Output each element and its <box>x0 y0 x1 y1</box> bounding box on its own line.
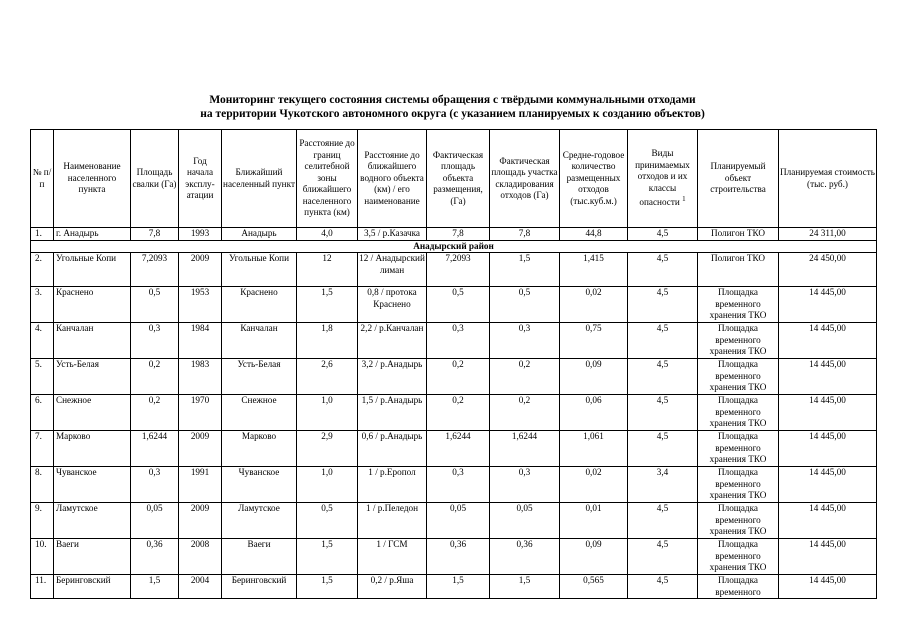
table-row <box>31 503 877 539</box>
cell-dist-settle: 2,9 <box>297 431 358 467</box>
cell-planned: Площадка временного хранения ТКО <box>698 395 779 431</box>
cell-cost: 14 445,00 <box>779 287 877 323</box>
cell-area: 0,2 <box>131 395 179 431</box>
cell-year: 1993 <box>179 228 222 241</box>
cell-waste-types: 4,5 <box>628 539 698 575</box>
cell-fact-area: 0,2 <box>427 395 490 431</box>
cell-dist-water: 0,2 / р.Яша <box>358 575 427 599</box>
cell-dist-settle: 12 <box>297 253 358 287</box>
cell-cost: 14 445,00 <box>779 359 877 395</box>
cell-waste-types: 4,5 <box>628 395 698 431</box>
cell-area: 7,2093 <box>131 253 179 287</box>
cell-fact-area: 0,3 <box>427 467 490 503</box>
cell-waste-types: 4,5 <box>628 431 698 467</box>
cell-dist-settle: 0,5 <box>297 503 358 539</box>
cell-waste-types: 4,5 <box>628 575 698 599</box>
title-line-1: Мониторинг текущего состояния системы обращения с твёрдыми коммунальными отходами <box>209 94 696 106</box>
cell-area: 1,5 <box>131 575 179 599</box>
cell-dist-settle: 1,5 <box>297 539 358 575</box>
cell-avg-amount: 0,01 <box>560 503 628 539</box>
cell-name: Усть-Белая <box>54 359 131 395</box>
cell-dist-settle: 1,5 <box>297 575 358 599</box>
cell-waste-types: 4,5 <box>628 359 698 395</box>
cell-avg-amount: 0,09 <box>560 359 628 395</box>
cell-planned: Площадка временного хранения ТКО <box>698 467 779 503</box>
cell-dist-water: 2,2 / р.Канчалан <box>358 323 427 359</box>
cell-planned: Полигон ТКО <box>698 253 779 287</box>
cell-avg-amount: 44,8 <box>560 228 628 241</box>
cell-nearest: Ваеги <box>222 539 297 575</box>
cell-num: 8. <box>31 467 54 503</box>
cell-area: 1,6244 <box>131 431 179 467</box>
cell-nearest: Марково <box>222 431 297 467</box>
cell-dist-water: 3,5 / р.Казачка <box>358 228 427 241</box>
cell-fact-area: 0,05 <box>427 503 490 539</box>
header-num: № п/п <box>31 130 54 228</box>
cell-planned: Площадка временного хранения ТКО <box>698 323 779 359</box>
cell-planned: Площадка временного <box>698 575 779 599</box>
cell-name: Чуванское <box>54 467 131 503</box>
header-name: Наименование населенного пункта <box>54 130 131 228</box>
cell-dist-water: 1 / ГСМ <box>358 539 427 575</box>
table-row <box>31 431 877 467</box>
cell-year: 1953 <box>179 287 222 323</box>
cell-fact-store: 0,05 <box>490 503 560 539</box>
cell-fact-store: 0,2 <box>490 359 560 395</box>
cell-year: 2009 <box>179 503 222 539</box>
table-row <box>31 287 877 323</box>
cell-fact-store: 1,5 <box>490 575 560 599</box>
cell-cost: 14 445,00 <box>779 575 877 599</box>
cell-dist-settle: 2,6 <box>297 359 358 395</box>
cell-cost: 14 445,00 <box>779 539 877 575</box>
footnote-mark: 1 <box>682 195 686 204</box>
cell-num: 2. <box>31 253 54 287</box>
cell-year: 2004 <box>179 575 222 599</box>
header-dist-water: Расстояние до ближайшего водного объекта (км) / его наименование <box>358 130 427 228</box>
table-row <box>31 539 877 575</box>
header-year: Год начала эксплу-атации <box>179 130 222 228</box>
cell-area: 0,3 <box>131 467 179 503</box>
header-waste-types-text: Виды принимаемых отходов и их классы опасности <box>635 148 690 208</box>
cell-fact-store: 0,5 <box>490 287 560 323</box>
cell-dist-water: 1,5 / р.Анадырь <box>358 395 427 431</box>
cell-fact-area: 0,36 <box>427 539 490 575</box>
header-fact-store: Фактическая площадь участка складирования отходов (Га) <box>490 130 560 228</box>
cell-planned: Площадка временного хранения ТКО <box>698 431 779 467</box>
cell-avg-amount: 0,06 <box>560 395 628 431</box>
cell-cost: 14 445,00 <box>779 467 877 503</box>
cell-cost: 24 450,00 <box>779 253 877 287</box>
table-row <box>31 253 877 287</box>
cell-num: 5. <box>31 359 54 395</box>
table-row <box>31 575 877 599</box>
cell-fact-store: 0,3 <box>490 323 560 359</box>
cell-fact-area: 0,3 <box>427 323 490 359</box>
cell-num: 7. <box>31 431 54 467</box>
table-row <box>31 395 877 431</box>
cell-dist-settle: 1,5 <box>297 287 358 323</box>
cell-dist-water: 1 / р.Пеледон <box>358 503 427 539</box>
cell-nearest: Краснено <box>222 287 297 323</box>
cell-avg-amount: 0,02 <box>560 467 628 503</box>
header-dist-settle: Расстояние до границ селитебной зоны ближайшего населенного пункта (км) <box>297 130 358 228</box>
cell-name: Ламутское <box>54 503 131 539</box>
cell-waste-types: 4,5 <box>628 503 698 539</box>
cell-num: 3. <box>31 287 54 323</box>
cell-fact-area: 1,6244 <box>427 431 490 467</box>
waste-monitoring-table <box>30 129 877 599</box>
cell-fact-area: 1,5 <box>427 575 490 599</box>
cell-nearest: Ламутское <box>222 503 297 539</box>
cell-num: 11. <box>31 575 54 599</box>
cell-num: 4. <box>31 323 54 359</box>
cell-waste-types: 4,5 <box>628 253 698 287</box>
cell-year: 1991 <box>179 467 222 503</box>
cell-nearest: Снежное <box>222 395 297 431</box>
cell-fact-store: 0,36 <box>490 539 560 575</box>
cell-num: 9. <box>31 503 54 539</box>
cell-year: 2008 <box>179 539 222 575</box>
cell-name: г. Анадырь <box>54 228 131 241</box>
cell-fact-store: 7,8 <box>490 228 560 241</box>
cell-dist-settle: 1,0 <box>297 395 358 431</box>
cell-waste-types: 4,5 <box>628 287 698 323</box>
cell-year: 1983 <box>179 359 222 395</box>
cell-name: Марково <box>54 431 131 467</box>
cell-avg-amount: 0,02 <box>560 287 628 323</box>
cell-fact-store: 0,2 <box>490 395 560 431</box>
cell-num: 6. <box>31 395 54 431</box>
cell-planned: Площадка временного хранения ТКО <box>698 359 779 395</box>
document-title <box>0 93 905 121</box>
cell-cost: 14 445,00 <box>779 395 877 431</box>
cell-planned: Площадка временного хранения ТКО <box>698 503 779 539</box>
header-waste-types <box>628 130 698 228</box>
cell-area: 0,5 <box>131 287 179 323</box>
cell-dist-settle: 4,0 <box>297 228 358 241</box>
cell-dist-water: 1 / р.Еропол <box>358 467 427 503</box>
cell-avg-amount: 0,09 <box>560 539 628 575</box>
table-row <box>31 467 877 503</box>
cell-name: Ваеги <box>54 539 131 575</box>
cell-year: 2009 <box>179 253 222 287</box>
cell-nearest: Угольные Копи <box>222 253 297 287</box>
cell-area: 0,2 <box>131 359 179 395</box>
cell-dist-settle: 1,8 <box>297 323 358 359</box>
district-row <box>31 240 877 253</box>
cell-avg-amount: 1,061 <box>560 431 628 467</box>
cell-dist-water: 12 / Анадырский лиман <box>358 253 427 287</box>
cell-name: Снежное <box>54 395 131 431</box>
cell-fact-area: 0,2 <box>427 359 490 395</box>
cell-avg-amount: 1,415 <box>560 253 628 287</box>
cell-num: 1. <box>31 228 54 241</box>
cell-planned: Площадка временного хранения ТКО <box>698 287 779 323</box>
cell-planned: Полигон ТКО <box>698 228 779 241</box>
table-row <box>31 359 877 395</box>
district-label: Анадырский район <box>31 240 877 253</box>
cell-area: 0,3 <box>131 323 179 359</box>
cell-fact-store: 0,3 <box>490 467 560 503</box>
header-fact-area: Фактическая площадь объекта размещения, (Га) <box>427 130 490 228</box>
cell-fact-store: 1,5 <box>490 253 560 287</box>
cell-area: 0,05 <box>131 503 179 539</box>
cell-dist-water: 0,8 / протока Краснено <box>358 287 427 323</box>
cell-name: Угольные Копи <box>54 253 131 287</box>
header-planned: Планируемый объект строительства <box>698 130 779 228</box>
cell-year: 1984 <box>179 323 222 359</box>
cell-num: 10. <box>31 539 54 575</box>
table-row <box>31 228 877 241</box>
cell-cost: 14 445,00 <box>779 503 877 539</box>
cell-fact-area: 7,2093 <box>427 253 490 287</box>
cell-area: 7,8 <box>131 228 179 241</box>
title-line-2: на территории Чукотского автономного округа (с указанием планируемых к созданию объектов) <box>200 108 705 120</box>
cell-year: 2009 <box>179 431 222 467</box>
header-cost: Планируемая стоимость (тыс. руб.) <box>779 130 877 228</box>
cell-name: Канчалан <box>54 323 131 359</box>
cell-waste-types: 4,5 <box>628 228 698 241</box>
cell-dist-water: 3,2 / р.Анадырь <box>358 359 427 395</box>
cell-fact-area: 0,5 <box>427 287 490 323</box>
cell-nearest: Усть-Белая <box>222 359 297 395</box>
cell-year: 1970 <box>179 395 222 431</box>
cell-waste-types: 4,5 <box>628 323 698 359</box>
table-row <box>31 323 877 359</box>
cell-nearest: Беринговский <box>222 575 297 599</box>
cell-area: 0,36 <box>131 539 179 575</box>
cell-name: Беринговский <box>54 575 131 599</box>
cell-planned: Площадка временного хранения ТКО <box>698 539 779 575</box>
cell-dist-settle: 1,0 <box>297 467 358 503</box>
cell-nearest: Анадырь <box>222 228 297 241</box>
cell-dist-water: 0,6 / р.Анадырь <box>358 431 427 467</box>
cell-cost: 24 311,00 <box>779 228 877 241</box>
cell-nearest: Чуванское <box>222 467 297 503</box>
header-nearest: Ближайший населенный пункт <box>222 130 297 228</box>
cell-name: Краснено <box>54 287 131 323</box>
header-avg-amount: Средне-годовое количество размещенных отходов (тыс.куб.м.) <box>560 130 628 228</box>
cell-fact-store: 1,6244 <box>490 431 560 467</box>
header-row <box>31 130 877 228</box>
header-area: Площадь свалки (Га) <box>131 130 179 228</box>
cell-avg-amount: 0,565 <box>560 575 628 599</box>
cell-nearest: Канчалан <box>222 323 297 359</box>
cell-cost: 14 445,00 <box>779 431 877 467</box>
cell-fact-area: 7,8 <box>427 228 490 241</box>
cell-waste-types: 3,4 <box>628 467 698 503</box>
cell-cost: 14 445,00 <box>779 323 877 359</box>
cell-avg-amount: 0,75 <box>560 323 628 359</box>
